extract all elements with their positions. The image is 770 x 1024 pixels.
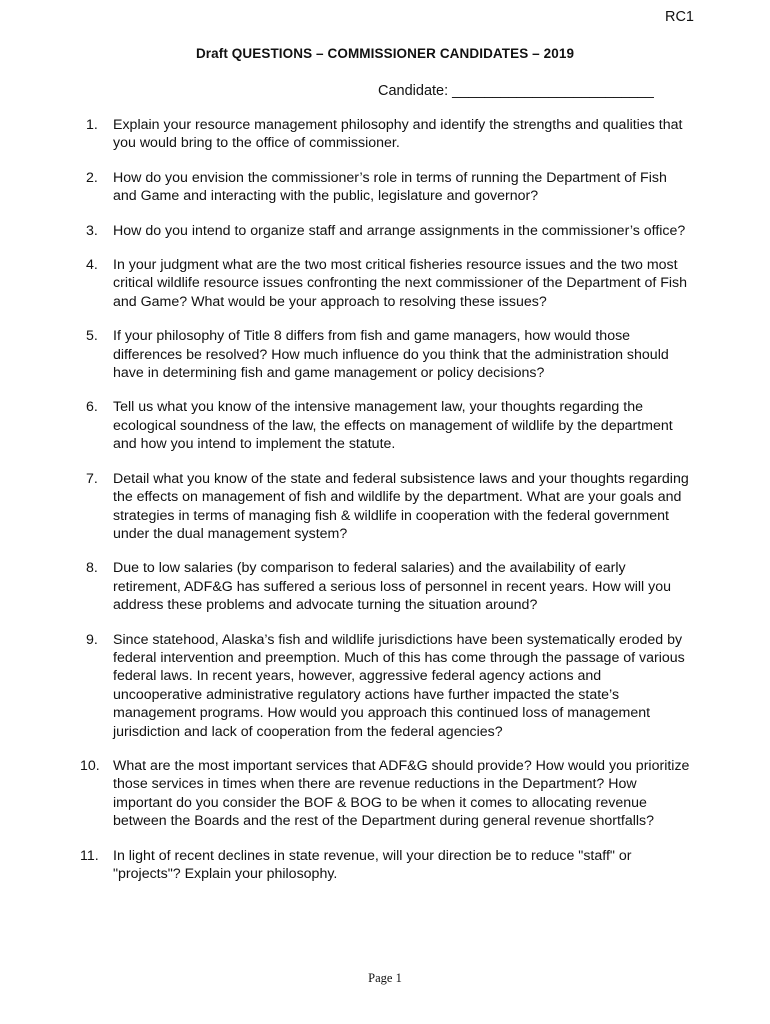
question-number: 7.	[86, 470, 98, 487]
question-number: 3.	[86, 222, 98, 239]
question-number: 10.	[80, 757, 100, 774]
question-text: Tell us what you know of the intensive management law, your thoughts regarding the ecological soundness of the law, the effects on management of wildlife by the department and how you intend to implement the statute.	[113, 399, 673, 453]
question-7	[86, 470, 694, 544]
question-text: Explain your resource management philosophy and identify the strengths and qualities that you would bring to the office of commissioner.	[113, 117, 683, 152]
question-8	[86, 559, 694, 614]
question-number: 8.	[86, 560, 98, 577]
question-2	[86, 169, 694, 206]
candidate-field: Candidate: _________________________	[378, 83, 654, 99]
question-number: 4.	[86, 257, 98, 274]
question-text: How do you intend to organize staff and arrange assignments in the commissioner’s office?	[113, 222, 686, 239]
question-text: What are the most important services that ADF&G should provide? How would you prioritize those services in times when there are revenue reductions in the Department? How important do you consider the BOF & BOG to be when it comes to allocating revenue between the Boards and the rest of the Department during general revenue shortfalls?	[113, 757, 690, 830]
question-text: Detail what you know of the state and federal subsistence laws and your thoughts regarding the effects on management of fish and wildlife by the department. What are your goals and strategies in terms of managing fish & wildlife in cooperation with the federal government under the dual management system?	[113, 470, 689, 542]
question-5	[86, 327, 694, 382]
question-4	[86, 256, 694, 311]
question-text: In light of recent declines in state revenue, will your direction be to reduce "staff" or "projects"? Explain your philosophy.	[113, 847, 632, 882]
question-9	[86, 631, 694, 741]
question-text: If your philosophy of Title 8 differs from fish and game managers, how would those differences be resolved? How much influence do you think that the administration should have in determining fish and game management or policy decisions?	[113, 328, 669, 382]
question-10	[80, 757, 694, 831]
question-number: 6.	[86, 399, 98, 416]
question-number: 9.	[86, 631, 98, 648]
question-1	[86, 116, 694, 153]
page-number: Page 1	[368, 971, 402, 985]
question-number: 11.	[80, 847, 99, 864]
question-text: Due to low salaries (by comparison to federal salaries) and the availability of early retirement, ADF&G has suffered a serious loss of personnel in recent years. How will you address these problems and advocate turning the situation around?	[113, 560, 672, 614]
question-11	[80, 847, 694, 884]
document-title: Draft QUESTIONS – COMMISSIONER CANDIDATES – 2019	[195, 46, 575, 61]
question-text: Since statehood, Alaska’s fish and wildlife jurisdictions have been systematically eroded by federal intervention and preemption. Much of this has come through the passage of various federal laws. In recent years, however, aggressive federal agency actions and uncooperative administrative regulatory actions have further impacted the state’s management programs. How would you approach this continued loss of management jurisdiction and lack of cooperation from the federal agencies?	[113, 631, 685, 740]
question-number: 1.	[86, 117, 98, 133]
question-list	[80, 116, 694, 899]
question-text: In your judgment what are the two most critical fisheries resource issues and the two most critical wildlife resource issues confronting the next commissioner of the Department of Fish and Game? What would be your approach to resolving these issues?	[113, 257, 688, 310]
question-3	[86, 222, 694, 240]
document-code: RC1	[664, 9, 694, 25]
question-number: 2.	[86, 169, 98, 186]
question-6	[86, 398, 694, 453]
question-number: 5.	[86, 328, 98, 345]
question-text: How do you envision the commissioner’s role in terms of running the Department of Fish and Game and interacting with the public, legislature and governor?	[113, 169, 667, 205]
